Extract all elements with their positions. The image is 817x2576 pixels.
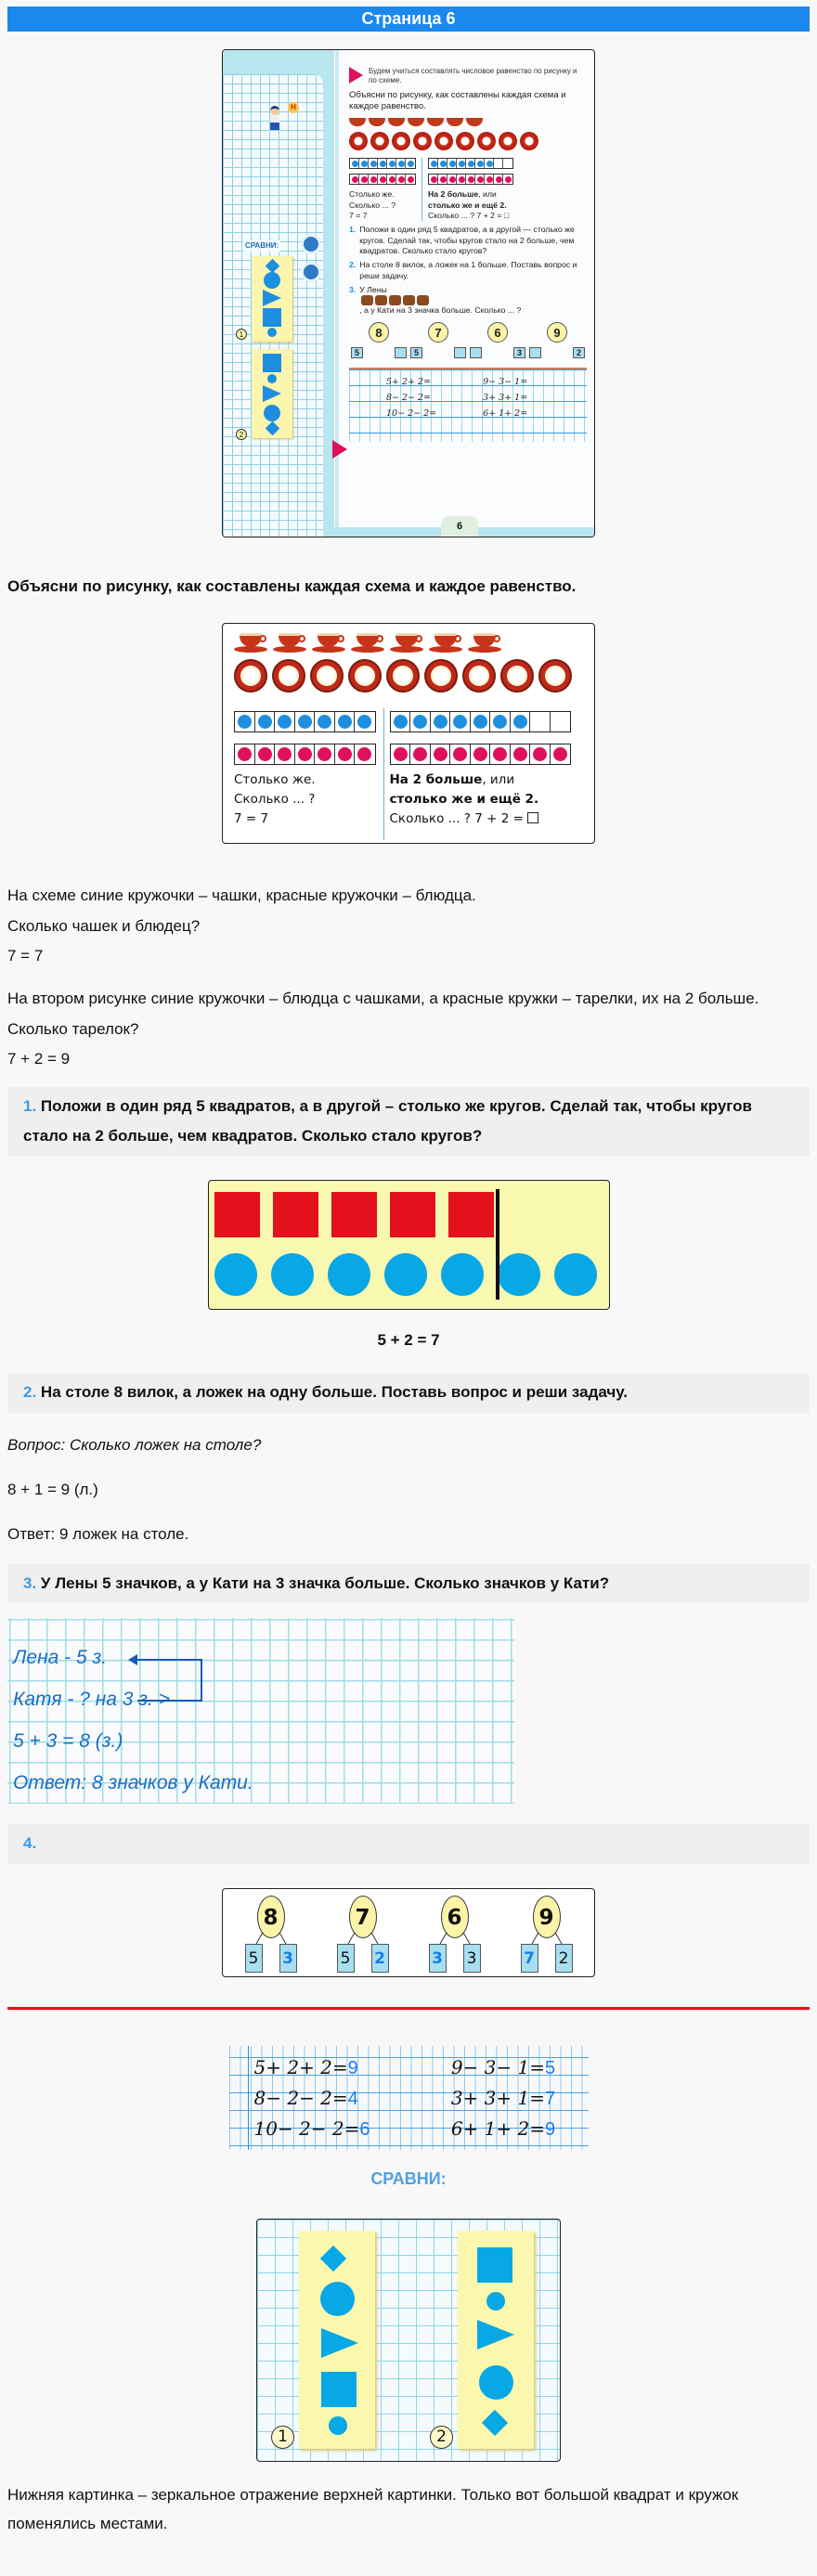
scheme-bold: На 2 больше: [428, 189, 479, 200]
cup-icon: [234, 633, 267, 654]
blue-dots-row: [390, 711, 572, 732]
circle-number-2: 2: [430, 2426, 453, 2449]
circle-number-1: 1: [271, 2426, 294, 2449]
boy-illustration: [267, 106, 282, 134]
small-circle-icon: [267, 328, 277, 337]
blue-circle-icon: [498, 1253, 540, 1296]
scheme-text: 7 = 7: [349, 211, 368, 221]
blue-circle-icon: [271, 1253, 314, 1296]
page-title-bar: [7, 6, 810, 32]
scheme-text: Сколько ... ?: [234, 792, 316, 808]
triangle-icon: [321, 2328, 358, 2358]
separator-line: [496, 1189, 499, 1300]
red-square-icon: [448, 1192, 494, 1237]
exercise-column-right: 9− 3− 1=5 3+ 3+ 1=7 6+ 1+ 2=9: [450, 2055, 556, 2140]
task-4-heading: [7, 1824, 810, 1863]
tree-answer: 2: [371, 1944, 389, 1973]
exercise-answer: 9: [544, 2118, 556, 2140]
scheme-text: Столько же.: [234, 772, 316, 788]
answer-text: Ответ: 9 ложек на столе.: [7, 1525, 189, 1544]
number-trees-card: [222, 1888, 595, 1977]
exercise-answer: 9: [347, 2057, 358, 2078]
scheme-equation: 7 = 7: [234, 811, 269, 827]
number-tree: [337, 1896, 389, 1976]
square-icon: [321, 2372, 357, 2407]
stars-icon: [301, 234, 321, 254]
book-task-1: 1. Положи в один ряд 5 квадратов, а в другой — столько же кругов. Сделай так, чтобы кругов стало на 2 больше, чем квадратов. Сколько стало кругов?: [349, 225, 575, 256]
number-tree: [245, 1896, 297, 1976]
exercise-answer: 7: [544, 2088, 556, 2109]
exercise-grid: [229, 2046, 589, 2150]
task-text: Положи в один ряд 5 квадратов, а в другой – столько же кругов. Сделай так, чтобы кругов стало на 2 больше, чем квадратов. Сколько стало кругов?: [23, 1097, 752, 1145]
plate-icon: [424, 659, 458, 693]
plate-icon: [538, 659, 572, 693]
blue-dots-row: [234, 711, 376, 732]
scheme-equal: [234, 711, 376, 840]
notebook-line: Катя - ? на 3 з. >: [13, 1689, 170, 1711]
tree-part: 2: [555, 1944, 573, 1973]
mini-schemes: [349, 158, 587, 221]
scheme-text: , или: [482, 772, 515, 788]
red-dots-row: [390, 744, 572, 765]
diamond-icon: [482, 2409, 508, 2435]
badge-icon: Н: [288, 102, 299, 113]
paragraph: Сколько тарелок?: [7, 1019, 139, 1038]
compare-label: СРАВНИ:: [243, 240, 280, 252]
compare-title: СРАВНИ:: [370, 2168, 447, 2188]
paragraph: На схеме синие кружочки – чашки, красные кружочки – блюдца.: [7, 887, 476, 905]
triangle-icon: [263, 290, 281, 306]
circle-icon: [264, 272, 280, 289]
scheme-bold: На 2 больше: [389, 772, 483, 788]
compare-strip-2: [458, 2231, 534, 2449]
small-circle-icon: [329, 2416, 347, 2435]
scheme-bold: столько же и ещё 2.: [389, 792, 539, 808]
red-square-icon: [273, 1192, 318, 1237]
plate-icon: [310, 659, 344, 693]
square-icon: [477, 2247, 512, 2283]
notebook-line: Лена - 5 з.: [13, 1647, 108, 1669]
plate-icon: [348, 659, 382, 693]
number-tree: [521, 1896, 573, 1976]
tree-total: 6: [441, 1896, 469, 1938]
cups-row: [234, 633, 585, 654]
square-icon: [263, 308, 281, 327]
bracket-arrow-icon: [137, 1659, 202, 1702]
paragraph: 7 = 7: [7, 946, 44, 964]
scheme-text: Сколько ... ? 7 + 2 = □: [428, 211, 510, 221]
blue-circle-icon: [441, 1253, 484, 1296]
compare-card-2: [252, 349, 292, 438]
diamond-icon: [265, 258, 279, 273]
small-circle-icon: [486, 2292, 505, 2311]
circle-icon: [264, 405, 280, 421]
lesson-intro: [349, 67, 587, 86]
page-title: Страница 6: [361, 9, 456, 28]
tree-total: 9: [533, 1896, 561, 1938]
compare-card-1: [252, 256, 292, 342]
plate-icon: [386, 659, 420, 693]
page-fold: [335, 50, 339, 537]
exercise-answer: 6: [359, 2118, 370, 2140]
cup-icon: [312, 633, 345, 654]
paragraph: На втором рисунке синие кружочки – блюдца с чашками, а красные кружки – тарелки, их на 2 больше.: [7, 990, 759, 1008]
cup-icon: [273, 633, 306, 654]
cup-icon: [468, 633, 501, 654]
question-text: Вопрос: Сколько ложек на столе?: [7, 1435, 262, 1454]
tree-answer: 3: [429, 1944, 447, 1973]
small-circle-icon: [267, 374, 277, 383]
diamond-icon: [320, 2245, 346, 2271]
task-text: У Лены 5 значков, а у Кати на 3 значка больше. Сколько значков у Кати?: [40, 1573, 610, 1592]
circle-number-2: 2: [236, 429, 247, 440]
circle-icon: [479, 2365, 513, 2400]
scheme-bold: столько же и ещё 2.: [428, 200, 507, 210]
task-2-heading: [7, 1373, 810, 1412]
paragraph: Сколько чашек и блюдец?: [7, 916, 201, 935]
schemes: [234, 711, 585, 840]
plate-icon: [500, 659, 534, 693]
blue-circle-icon: [554, 1253, 597, 1296]
task-1-equation: 5 + 2 = 7: [377, 1331, 440, 1349]
plates-row: [234, 659, 585, 693]
red-dots-row: [234, 744, 376, 765]
exercise-answer: 4: [347, 2088, 358, 2109]
triangle-icon: [477, 2320, 514, 2349]
solution-text: 8 + 1 = 9 (л.): [7, 1481, 98, 1499]
plate-icon: [234, 659, 267, 693]
tree-part: 5: [245, 1944, 263, 1973]
cups-row: [349, 118, 587, 126]
red-square-icon: [390, 1192, 435, 1237]
tree-answer: 7: [521, 1944, 538, 1973]
arrow-head-icon: [128, 1654, 137, 1665]
task-1-heading: [7, 1087, 810, 1156]
red-square-icon: [331, 1192, 377, 1237]
exercise-grid: 5+ 2+ 2= 8− 2− 2= 10− 2− 2= 9− 3− 1= 3+ 3+ 1= 6+ 1+ 2=: [349, 368, 587, 442]
cup-icon: [429, 633, 462, 654]
notebook-solution: [7, 1618, 514, 1804]
tree-total: 8: [257, 1896, 285, 1938]
notebook-line: Ответ: 8 значков у Кати.: [13, 1772, 253, 1794]
tree-part: 5: [337, 1944, 355, 1973]
cup-icon: [390, 633, 423, 654]
triangle-icon: [263, 385, 281, 402]
number-tree: [429, 1896, 481, 1976]
task-number: 1.: [23, 1097, 37, 1116]
task-number: 4.: [23, 1834, 37, 1853]
diamond-icon: [265, 421, 279, 436]
plates-row: [349, 132, 587, 150]
circle-number-1: 1: [236, 329, 247, 340]
speech-icon: [301, 262, 321, 282]
explanation: [7, 881, 810, 1074]
blue-circle-icon: [384, 1253, 427, 1296]
compare-strip-1: [299, 2231, 375, 2449]
blue-circle-icon: [214, 1253, 257, 1296]
red-square-icon: [214, 1192, 260, 1237]
empty-box-icon: [527, 812, 538, 823]
textbook-page-image: [222, 49, 595, 537]
paragraph: 7 + 2 = 9: [7, 1049, 71, 1068]
tree-part: 3: [463, 1944, 481, 1973]
task-2-solution: [7, 1433, 810, 1547]
page-number: 6: [441, 516, 478, 537]
exercise-answer: 5: [544, 2057, 556, 2078]
badges-icons: [361, 295, 519, 305]
task-number: 2.: [23, 1383, 37, 1402]
cup-icon: [351, 633, 384, 654]
scheme-more: [390, 711, 572, 840]
circle-icon: [320, 2282, 355, 2316]
scheme-illustration: [222, 623, 595, 844]
plate-icon: [272, 659, 305, 693]
notebook-line: 5 + 3 = 8 (з.): [13, 1730, 123, 1753]
intro-text: Будем учиться составлять числовое равенство по рисунку и по схеме.: [369, 67, 577, 85]
square-icon: [263, 354, 281, 372]
squares-circles-illustration: [208, 1180, 610, 1310]
circles-row: [214, 1253, 597, 1296]
book-task-3: 3. У Лены , а у Кати на 3 значка больше. Сколько ... ?: [349, 284, 522, 316]
tree-total: 7: [349, 1896, 377, 1938]
compare-illustration: [256, 2219, 561, 2462]
plate-icon: [462, 659, 496, 693]
blue-circle-icon: [328, 1253, 370, 1296]
task-3-heading: [7, 1564, 810, 1603]
scheme-text: , или: [478, 189, 497, 200]
number-trees: 8 5 7 5 6 3 9 2: [349, 322, 587, 358]
tree-answer: 3: [279, 1944, 297, 1973]
divider: [383, 708, 384, 840]
task-text: На столе 8 вилок, а ложек на одну больше. Поставь вопрос и реши задачу.: [40, 1383, 628, 1402]
scheme-text: Сколько ... ?: [349, 200, 396, 210]
book-task-2: 2. На столе 8 вилок, а ложек на 1 больше. Поставь вопрос и реши задачу.: [349, 260, 577, 280]
task-number: 3.: [23, 1573, 37, 1592]
section-heading: Объясни по рисунку, как составлены каждая схема и каждое равенство.: [7, 577, 577, 595]
exercise-column-left: 5+ 2+ 2=9 8− 2− 2=4 10− 2− 2=6: [253, 2055, 370, 2140]
page-content: [340, 50, 594, 537]
play-triangle-icon: [349, 67, 363, 84]
scheme-text: Столько же.: [349, 189, 395, 200]
paragraph: Нижняя картинка – зеркальное отражение верхней картинки. Только вот большой квадрат и кружок поменялись местами.: [7, 2485, 739, 2533]
lesson-question: Объясни по рисунку, как составлены каждая схема и каждое равенство.: [349, 89, 566, 112]
scheme-equation: Сколько ... ? 7 + 2 =: [389, 811, 528, 827]
conclusion: [7, 2480, 810, 2539]
red-divider: [7, 2007, 810, 2011]
squares-row: [214, 1192, 494, 1237]
